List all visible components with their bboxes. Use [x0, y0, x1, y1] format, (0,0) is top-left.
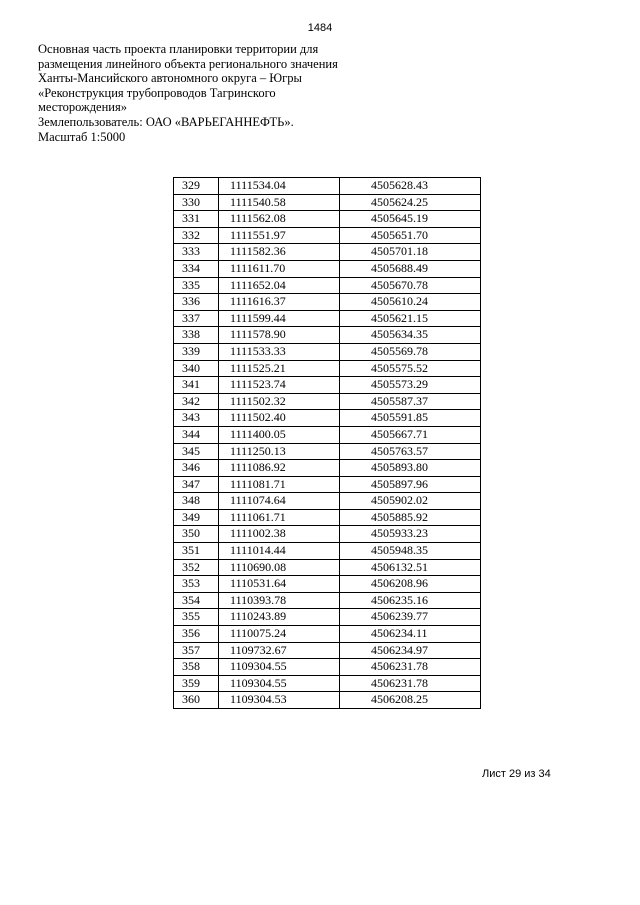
point-number-cell: 356 — [174, 626, 219, 643]
coordinates-table — [173, 177, 481, 709]
header-line: размещения линейного объекта регионального значения — [38, 56, 338, 71]
x-coordinate-cell: 1111081.71 — [219, 476, 340, 493]
point-number-cell: 341 — [174, 377, 219, 394]
x-coordinate-cell: 1111533.33 — [219, 343, 340, 360]
point-number-cell: 352 — [174, 559, 219, 576]
header-line: «Реконструкция трубопроводов Тагринского — [38, 85, 276, 100]
table-row — [174, 509, 481, 526]
x-coordinate-cell: 1111502.32 — [219, 393, 340, 410]
table-row — [174, 642, 481, 659]
point-number-cell: 347 — [174, 476, 219, 493]
point-number-cell: 348 — [174, 493, 219, 510]
x-coordinate-cell: 1111250.13 — [219, 443, 340, 460]
point-number-cell: 359 — [174, 675, 219, 692]
x-coordinate-cell: 1111534.04 — [219, 178, 340, 195]
x-coordinate-cell: 1111002.38 — [219, 526, 340, 543]
page-number: 1484 — [307, 22, 333, 34]
y-coordinate-cell: 4506239.77 — [339, 609, 480, 626]
table-row — [174, 675, 481, 692]
x-coordinate-cell: 1111400.05 — [219, 426, 340, 443]
point-number-cell: 335 — [174, 277, 219, 294]
y-coordinate-cell: 4505948.35 — [339, 543, 480, 560]
x-coordinate-cell: 1110393.78 — [219, 592, 340, 609]
x-coordinate-cell: 1111061.71 — [219, 509, 340, 526]
point-number-cell: 349 — [174, 509, 219, 526]
x-coordinate-cell: 1111582.36 — [219, 244, 340, 261]
x-coordinate-cell: 1111578.90 — [219, 327, 340, 344]
table-row — [174, 343, 481, 360]
point-number-cell: 343 — [174, 410, 219, 427]
table-row — [174, 526, 481, 543]
document-header — [38, 42, 378, 144]
y-coordinate-cell: 4505885.92 — [339, 509, 480, 526]
table-row — [174, 277, 481, 294]
table-row — [174, 476, 481, 493]
table-row — [174, 543, 481, 560]
y-coordinate-cell: 4505591.85 — [339, 410, 480, 427]
sheet-counter: Лист 29 из 34 — [482, 768, 551, 780]
y-coordinate-cell: 4506208.25 — [339, 692, 480, 709]
table-row — [174, 609, 481, 626]
y-coordinate-cell: 4505645.19 — [339, 211, 480, 228]
header-line: Ханты-Мансийского автономного округа – Югры — [38, 71, 302, 86]
x-coordinate-cell: 1110690.08 — [219, 559, 340, 576]
table-row — [174, 194, 481, 211]
point-number-cell: 334 — [174, 260, 219, 277]
y-coordinate-cell: 4505670.78 — [339, 277, 480, 294]
y-coordinate-cell: 4506235.16 — [339, 592, 480, 609]
table-row — [174, 310, 481, 327]
point-number-cell: 336 — [174, 294, 219, 311]
point-number-cell: 332 — [174, 227, 219, 244]
header-line: месторождения» — [38, 100, 127, 115]
x-coordinate-cell: 1110075.24 — [219, 626, 340, 643]
y-coordinate-cell: 4505573.29 — [339, 377, 480, 394]
y-coordinate-cell: 4505897.96 — [339, 476, 480, 493]
point-number-cell: 345 — [174, 443, 219, 460]
point-number-cell: 358 — [174, 659, 219, 676]
y-coordinate-cell: 4505628.43 — [339, 178, 480, 195]
table-row — [174, 294, 481, 311]
table-row — [174, 393, 481, 410]
point-number-cell: 333 — [174, 244, 219, 261]
x-coordinate-cell: 1111502.40 — [219, 410, 340, 427]
table-row — [174, 659, 481, 676]
y-coordinate-cell: 4506231.78 — [339, 675, 480, 692]
x-coordinate-cell: 1111616.37 — [219, 294, 340, 311]
y-coordinate-cell: 4505569.78 — [339, 343, 480, 360]
y-coordinate-cell: 4505763.57 — [339, 443, 480, 460]
y-coordinate-cell: 4505651.70 — [339, 227, 480, 244]
table-row — [174, 493, 481, 510]
y-coordinate-cell: 4505933.23 — [339, 526, 480, 543]
point-number-cell: 360 — [174, 692, 219, 709]
table-row — [174, 426, 481, 443]
point-number-cell: 331 — [174, 211, 219, 228]
coordinates-table-body — [174, 178, 481, 709]
header-line: Основная часть проекта планировки территории для — [38, 42, 319, 56]
y-coordinate-cell: 4505701.18 — [339, 244, 480, 261]
table-row — [174, 559, 481, 576]
point-number-cell: 339 — [174, 343, 219, 360]
point-number-cell: 344 — [174, 426, 219, 443]
point-number-cell: 350 — [174, 526, 219, 543]
y-coordinate-cell: 4505902.02 — [339, 493, 480, 510]
x-coordinate-cell: 1109304.55 — [219, 659, 340, 676]
x-coordinate-cell: 1111074.64 — [219, 493, 340, 510]
y-coordinate-cell: 4505634.35 — [339, 327, 480, 344]
point-number-cell: 337 — [174, 310, 219, 327]
x-coordinate-cell: 1111525.21 — [219, 360, 340, 377]
x-coordinate-cell: 1111523.74 — [219, 377, 340, 394]
y-coordinate-cell: 4505624.25 — [339, 194, 480, 211]
y-coordinate-cell: 4506231.78 — [339, 659, 480, 676]
header-line: Землепользователь: ОАО «ВАРЬЕГАННЕФТЬ». — [38, 114, 294, 129]
y-coordinate-cell: 4505610.24 — [339, 294, 480, 311]
y-coordinate-cell: 4505893.80 — [339, 460, 480, 477]
point-number-cell: 353 — [174, 576, 219, 593]
point-number-cell: 355 — [174, 609, 219, 626]
table-row — [174, 410, 481, 427]
point-number-cell: 351 — [174, 543, 219, 560]
point-number-cell: 354 — [174, 592, 219, 609]
table-row — [174, 211, 481, 228]
table-row — [174, 260, 481, 277]
table-row — [174, 576, 481, 593]
point-number-cell: 340 — [174, 360, 219, 377]
x-coordinate-cell: 1111540.58 — [219, 194, 340, 211]
table-row — [174, 244, 481, 261]
x-coordinate-cell: 1110243.89 — [219, 609, 340, 626]
y-coordinate-cell: 4505667.71 — [339, 426, 480, 443]
y-coordinate-cell: 4505688.49 — [339, 260, 480, 277]
x-coordinate-cell: 1111551.97 — [219, 227, 340, 244]
point-number-cell: 346 — [174, 460, 219, 477]
point-number-cell: 338 — [174, 327, 219, 344]
y-coordinate-cell: 4505575.52 — [339, 360, 480, 377]
table-row — [174, 443, 481, 460]
table-row — [174, 178, 481, 195]
table-row — [174, 460, 481, 477]
y-coordinate-cell: 4506234.11 — [339, 626, 480, 643]
x-coordinate-cell: 1109732.67 — [219, 642, 340, 659]
table-row — [174, 227, 481, 244]
y-coordinate-cell: 4506234.97 — [339, 642, 480, 659]
x-coordinate-cell: 1111014.44 — [219, 543, 340, 560]
x-coordinate-cell: 1110531.64 — [219, 576, 340, 593]
point-number-cell: 357 — [174, 642, 219, 659]
header-line: Масштаб 1:5000 — [38, 129, 126, 144]
x-coordinate-cell: 1111086.92 — [219, 460, 340, 477]
x-coordinate-cell: 1111599.44 — [219, 310, 340, 327]
point-number-cell: 330 — [174, 194, 219, 211]
table-row — [174, 377, 481, 394]
x-coordinate-cell: 1109304.53 — [219, 692, 340, 709]
y-coordinate-cell: 4506208.96 — [339, 576, 480, 593]
y-coordinate-cell: 4505587.37 — [339, 393, 480, 410]
table-row — [174, 592, 481, 609]
x-coordinate-cell: 1111611.70 — [219, 260, 340, 277]
table-row — [174, 692, 481, 709]
table-row — [174, 327, 481, 344]
y-coordinate-cell: 4505621.15 — [339, 310, 480, 327]
table-row — [174, 360, 481, 377]
table-row — [174, 626, 481, 643]
y-coordinate-cell: 4506132.51 — [339, 559, 480, 576]
x-coordinate-cell: 1111562.08 — [219, 211, 340, 228]
x-coordinate-cell: 1111652.04 — [219, 277, 340, 294]
x-coordinate-cell: 1109304.55 — [219, 675, 340, 692]
point-number-cell: 342 — [174, 393, 219, 410]
point-number-cell: 329 — [174, 178, 219, 195]
